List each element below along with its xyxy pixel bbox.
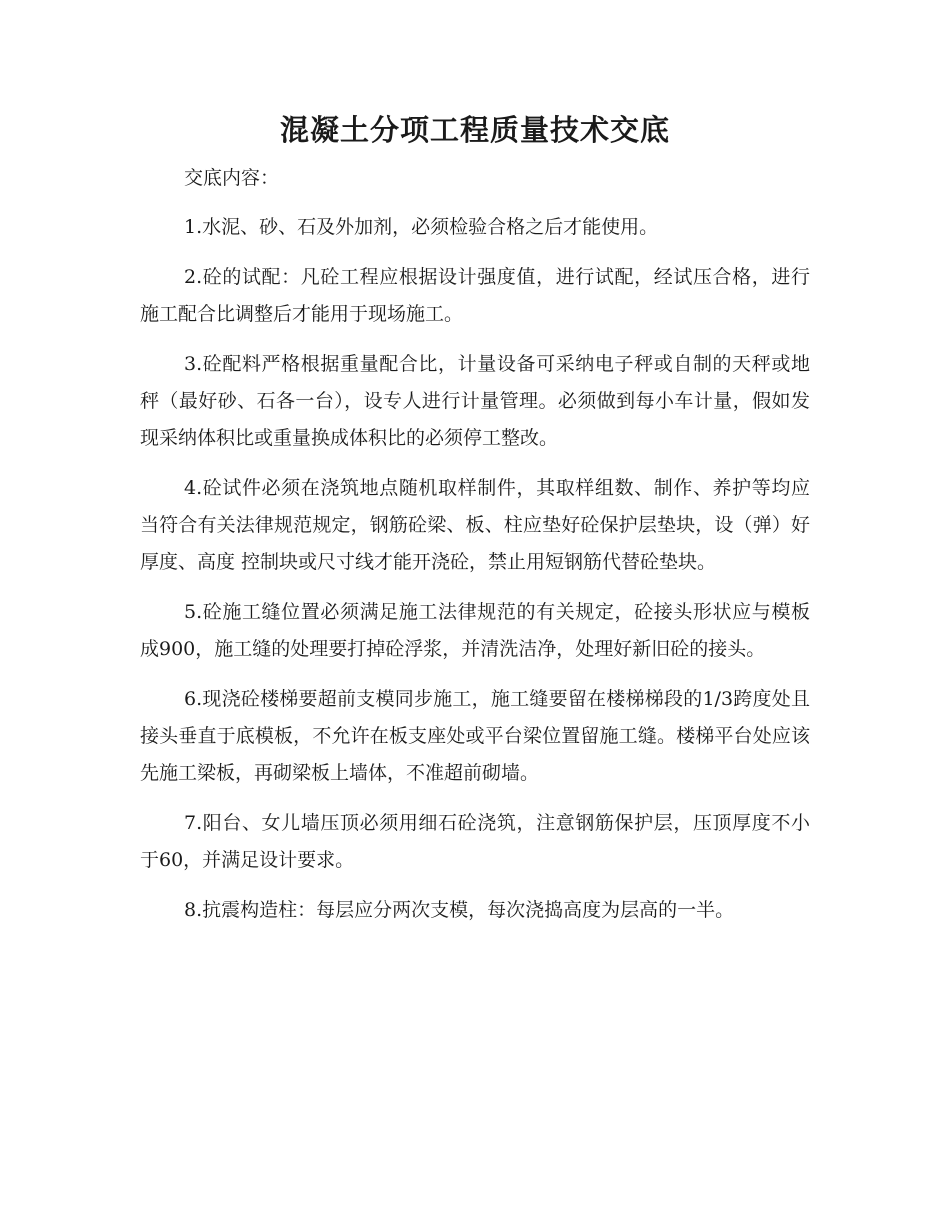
paragraph-7: 7.阳台、女儿墙压顶必须用细石砼浇筑，注意钢筋保护层，压顶厚度不小于60，并满足设计要求。 [140,812,810,871]
paragraph-2: 2.砼的试配：凡砼工程应根据设计强度值，进行试配，经试压合格，进行施工配合比调整后才能用于现场施工。 [140,266,810,325]
paragraph-1: 1.水泥、砂、石及外加剂，必须检验合格之后才能使用。 [184,216,659,238]
paragraph-6: 6.现浇砼楼梯要超前支模同步施工，施工缝要留在楼梯梯段的1/3跨度处且接头垂直于底模板，不允许在板支座处或平台梁位置留施工缝。楼梯平台处应该先施工梁板，再砌梁板上墙体，不准超前砌墙。 [140,688,810,784]
document-title: 混凝土分项工程质量技术交底 [279,113,670,147]
paragraph-4: 4.砼试件必须在浇筑地点随机取样制件，其取样组数、制作、养护等均应当符合有关法律规范规定，钢筋砼梁、板、柱应垫好砼保护层垫块，设（弹）好厚度、高度 控制块或尺寸线才能开浇砼，禁止用短钢筋代替砼垫块。 [140,477,810,573]
paragraph-5: 5.砼施工缝位置必须满足施工法律规范的有关规定，砼接头形状应与模板成900，施工缝的处理要打掉砼浮浆，并清洗洁净，处理好新旧砼的接头。 [140,601,810,660]
paragraph-8: 8.抗震构造柱：每层应分两次支模，每次浇捣高度为层高的一半。 [184,899,735,921]
document-page [140,110,810,942]
intro-label: 交底内容： [184,167,280,189]
paragraph-3: 3.砼配料严格根据重量配合比，计量设备可采纳电子秤或自制的天秤或地秤（最好砂、石各一台），设专人进行计量管理。必须做到每小车计量，假如发现采纳体积比或重量换成体积比的必须停工整改。 [140,353,810,449]
